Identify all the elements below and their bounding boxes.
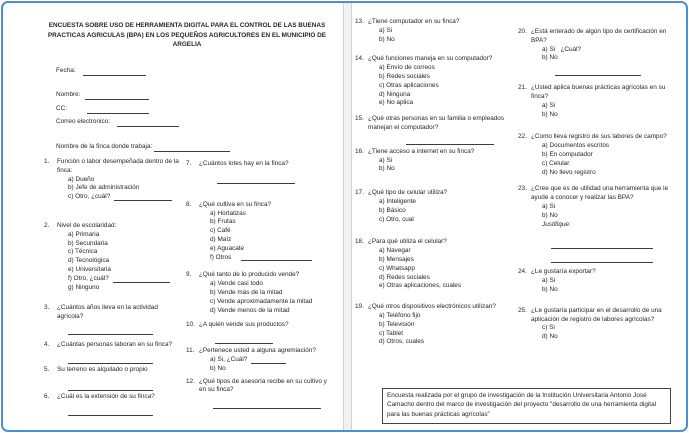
- option: a) Envío de correos: [379, 64, 435, 72]
- answer-line: [68, 327, 153, 335]
- option: e) Universitaria: [68, 265, 111, 273]
- question-text: ¿Qué funciones maneja en su computador?: [368, 55, 493, 63]
- question-10: [186, 321, 334, 344]
- option: d) No: [542, 333, 558, 341]
- question-text: ¿Qué otros dispositivos electrónicos utilizan?: [368, 303, 496, 311]
- question-number: 23.: [518, 185, 527, 193]
- blank-line: [113, 275, 170, 283]
- option: c) Técnica: [68, 248, 98, 256]
- question-number: 24.: [518, 268, 527, 276]
- question-number: 2.: [44, 221, 50, 229]
- field-line-cc: [87, 113, 149, 114]
- question-23: [518, 185, 683, 263]
- column-3: [355, 18, 505, 347]
- option: c) Si: [542, 324, 555, 332]
- field-line-fecha: [83, 75, 146, 76]
- question-text: ¿Qué tipos de asesoría recibe en su cultivo y en su finca?: [199, 377, 327, 394]
- question-text: Nivel de escolaridad:: [57, 221, 117, 229]
- option: a) Si: [379, 26, 393, 34]
- option: c) Otras aplicaciones: [379, 81, 439, 89]
- option: a) Primaria: [68, 230, 100, 238]
- option: a) Si: [379, 156, 393, 164]
- answer-line: [213, 401, 321, 409]
- question-text: ¿Qué tanto de lo producido vende?: [199, 271, 300, 279]
- question-9: [186, 271, 334, 315]
- column-2: [186, 160, 334, 409]
- question-text: ¿Cree que es de utilidad una herramienta que le ayude a conocer y realizar las BPA?: [531, 185, 669, 202]
- question-13: [355, 18, 505, 44]
- question-number: 18.: [355, 238, 364, 246]
- answer-line: [406, 137, 494, 145]
- question-22: [518, 133, 683, 177]
- question-text: ¿Pertenece usted a alguna agremiación?: [199, 347, 316, 355]
- question-number: 14.: [355, 55, 364, 63]
- question-number: 9.: [186, 271, 192, 279]
- footer-note: Encuesta realizada por el grupo de investigación de la Institución Universitaria Antonio José Camacho dentro del marco de investigación del proyecto "desarrollo de una herramienta digital para las buenas prácticas agrícolas": [382, 388, 671, 424]
- option: a) Hortalizas: [210, 209, 246, 217]
- answer-line: [555, 68, 641, 76]
- option: b) Secundaria: [68, 239, 108, 247]
- field-line-finca: [154, 151, 230, 152]
- option: b) No: [379, 165, 395, 173]
- option: d) Vende menos de la mitad: [210, 306, 290, 314]
- option: g) Ninguno: [68, 283, 100, 291]
- question-2: [44, 222, 184, 292]
- option: b) En computador: [542, 150, 593, 158]
- option: a) Inteligente: [379, 197, 416, 205]
- question-number: 7.: [186, 160, 192, 167]
- option: a) Si: [542, 202, 556, 210]
- option: a) Si ¿Cuál?: [542, 45, 582, 53]
- option: c) Otro, ¿cuál?: [57, 193, 184, 202]
- option: b) No: [542, 110, 558, 118]
- option: b) Jefe de administración: [68, 184, 140, 192]
- question-text: ¿Como lleva registro de sus labores de campo?: [531, 133, 667, 141]
- question-text: Su terreno es alquilado o propio: [57, 365, 148, 373]
- field-label-correo: Correo electronico:: [56, 118, 110, 125]
- option: a) Documentos escritos: [542, 142, 610, 150]
- question-text: ¿Cuántos lotes hay en la finca?: [199, 160, 289, 167]
- option: b) No: [542, 54, 558, 62]
- option: d) Tecnológica: [68, 257, 110, 265]
- question-text: ¿Cuántas personas laboran en su finca?: [57, 340, 173, 348]
- option: c) Whatsapp: [379, 264, 415, 272]
- option: b) No: [542, 285, 558, 293]
- option: b) Mensajes: [379, 255, 414, 263]
- question-text: ¿Qué tipo de celular utiliza?: [368, 189, 448, 197]
- field-line-nombre: [85, 99, 149, 100]
- question-number: 1.: [44, 158, 50, 165]
- option: b) Vende más de la mitad: [210, 288, 283, 296]
- survey-title: ENCUESTA SOBRE USO DE HERRAMIENTA DIGITAL PARA EL CONTROL DE LAS BUENAS PRACTICAS AGRICULAS (BPA) EN LOS PEQUEÑOS AGRICULTORES EN EL MUNICIPIO DE ARGELIA: [47, 22, 327, 49]
- option: b) No: [379, 35, 395, 43]
- option: a) Dueño: [68, 175, 95, 183]
- question-20: [518, 28, 683, 76]
- question-number: 22.: [518, 133, 527, 141]
- answer-line: [215, 336, 273, 344]
- question-3: [44, 304, 184, 335]
- field-label-finca: Nombre de la finca donde trabaja:: [56, 143, 153, 150]
- question-number: 6.: [44, 392, 50, 400]
- field-label-fecha: Fecha:: [56, 67, 76, 74]
- question-number: 5.: [44, 365, 50, 373]
- question-number: 3.: [44, 304, 50, 312]
- question-number: 15.: [355, 115, 364, 123]
- blank-line: [114, 193, 172, 201]
- question-15: [355, 115, 505, 145]
- question-number: 19.: [355, 303, 364, 311]
- question-text: ¿Usted aplica buenas prácticas agrícolas en su finca?: [531, 84, 666, 100]
- question-text: ¿Cuál es la extensión de su finca?: [57, 392, 155, 400]
- question-number: 25.: [518, 306, 527, 314]
- question-12: [186, 378, 334, 410]
- question-number: 8.: [186, 200, 192, 208]
- question-text: ¿Tiene computador en su finca?: [368, 18, 460, 25]
- blank-line: [241, 254, 312, 262]
- option: a) Teléfono fijo: [379, 311, 421, 319]
- page-divider: [343, 3, 352, 430]
- answer-line: [68, 408, 153, 416]
- question-number: 13.: [355, 18, 364, 25]
- option: c) Vende aproximadamente la mitad: [210, 297, 313, 305]
- option: a) Navegar: [379, 247, 411, 255]
- question-text: ¿Para qué utiliza el celular?: [368, 238, 447, 246]
- option: b) Frutas: [210, 218, 236, 226]
- question-text: ¿Le gustaría exportar?: [531, 268, 596, 276]
- question-text: ¿Tiene acceso a internet en su finca?: [368, 147, 475, 155]
- blank-line: [251, 356, 286, 364]
- question-19: [355, 303, 505, 347]
- question-number: 17.: [355, 189, 364, 197]
- question-8: [186, 201, 334, 263]
- question-number: 20.: [518, 28, 527, 35]
- question-text: Función o labor desempeñada dentro de la finca:: [57, 158, 179, 174]
- option: b) No: [542, 211, 558, 219]
- question-4: [44, 341, 184, 364]
- question-number: 12.: [186, 377, 195, 385]
- answer-line: [68, 383, 153, 391]
- option: c) Café: [210, 227, 231, 235]
- column-1: [44, 158, 184, 416]
- question-14: [355, 55, 505, 108]
- option: b) No: [210, 364, 226, 372]
- option: c) Tablet: [379, 329, 404, 337]
- field-line-correo: [117, 126, 179, 127]
- question-1: [44, 158, 184, 202]
- option: f) Otros: [199, 254, 334, 263]
- option: d) Otros, cuales: [379, 338, 425, 346]
- option: a) Si: [542, 101, 556, 109]
- option: b) Básico: [379, 206, 406, 214]
- option: e) Otras aplicaciones, cuales: [379, 282, 462, 290]
- question-text: ¿Qué otras personas en su familia o empleados manejan el computador?: [368, 115, 505, 131]
- answer-line: [217, 176, 295, 184]
- question-25: [518, 307, 683, 342]
- option: d) Redes sociales: [379, 273, 430, 281]
- question-number: 4.: [44, 340, 50, 348]
- option: c) Celular: [542, 159, 570, 167]
- option: b) Televisión: [379, 320, 415, 328]
- column-4: [518, 28, 683, 342]
- justify-label: Justifique:: [542, 220, 571, 228]
- question-text: ¿A quién vende sus productos?: [199, 321, 289, 329]
- option: b) Redes sociales: [379, 72, 430, 80]
- question-16: [355, 148, 505, 174]
- question-number: 11.: [186, 347, 195, 355]
- option: a) Vende casi todo: [210, 280, 263, 288]
- option: d) Maíz: [210, 235, 232, 243]
- question-5: [44, 366, 184, 391]
- question-24: [518, 268, 683, 294]
- question-text: ¿Qué cultiva en su finca?: [199, 200, 272, 208]
- question-number: 21.: [518, 84, 527, 92]
- option: a) Si, ¿Cuál?: [199, 356, 334, 365]
- option: e) No aplica: [379, 99, 414, 107]
- question-text: ¿Le gustaría participar en el desarrollo de una aplicación de registro de labores agrícolas?: [531, 306, 662, 323]
- question-text: ¿Está enterado de algún tipo de certificación en BPA?: [531, 28, 667, 44]
- question-number: 16.: [355, 147, 364, 155]
- option: f) Otro, ¿cuál?: [57, 275, 184, 284]
- answer-line: [551, 255, 653, 263]
- question-18: [355, 238, 505, 291]
- option: c) Otro, cual: [379, 215, 414, 223]
- option: d) Ninguna: [379, 90, 411, 98]
- question-text: ¿Cuántos años lleva en la actividad agrícola?: [57, 304, 158, 321]
- option: e) Aguacate: [210, 244, 245, 252]
- question-17: [355, 189, 505, 224]
- answer-line: [551, 241, 653, 249]
- question-7: [186, 160, 334, 184]
- field-label-cc: CC:: [56, 105, 68, 112]
- question-11: [186, 347, 334, 373]
- question-number: 10.: [186, 321, 195, 329]
- option: d) No llevo registro: [542, 168, 596, 176]
- answer-line: [68, 356, 153, 364]
- field-label-nombre: Nombre:: [56, 91, 81, 98]
- option: a) Si: [542, 277, 556, 285]
- question-6: [44, 393, 184, 417]
- question-21: [518, 84, 683, 119]
